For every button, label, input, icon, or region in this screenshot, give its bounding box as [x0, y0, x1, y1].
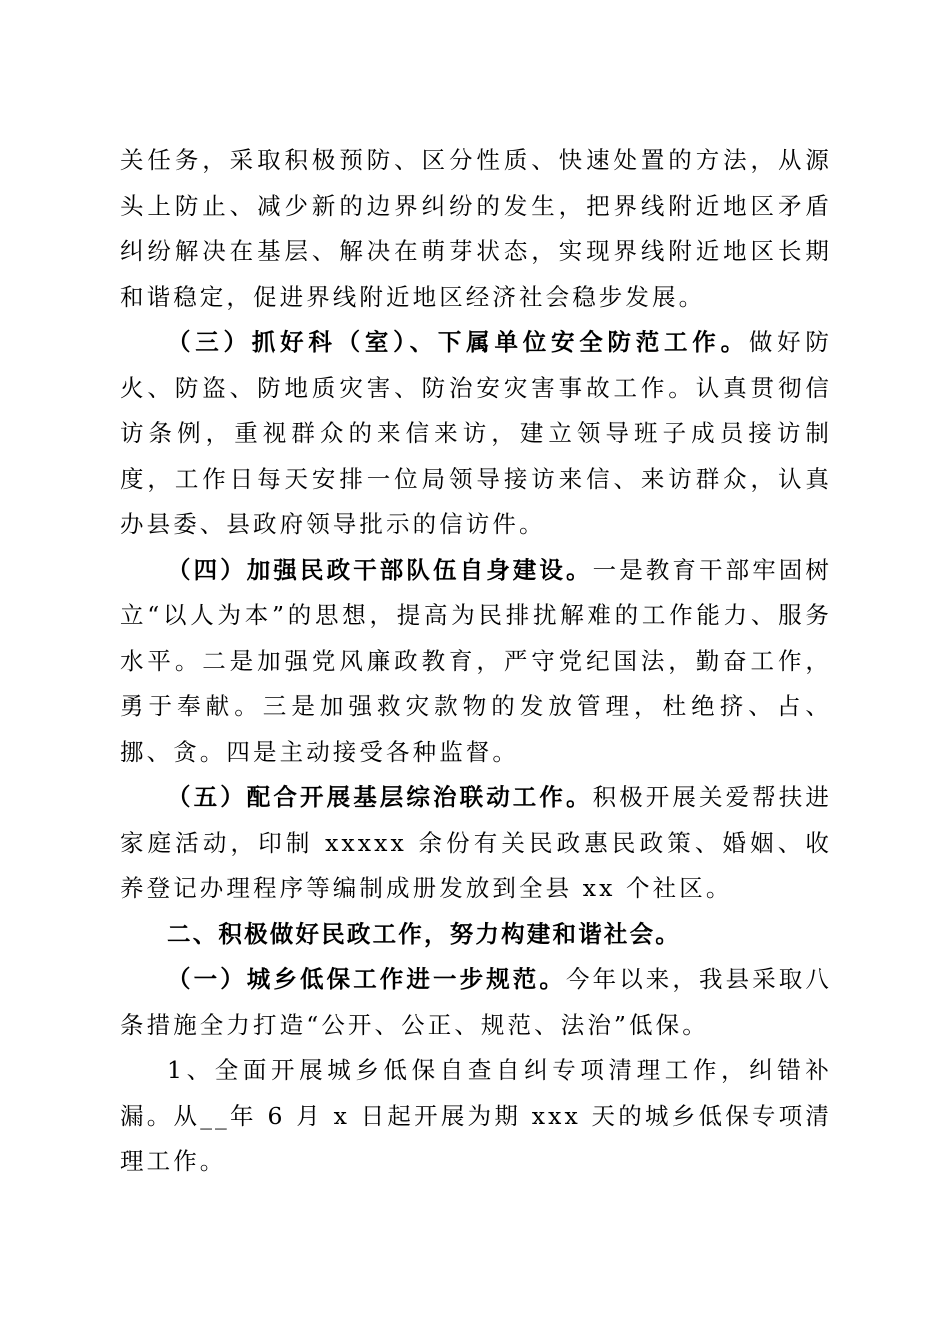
paragraph-text: 1、全面开展城乡低保自查自纠专项清理工作，纠错补漏。从__年 6 月 x 日起开展为期 xxx 天的城乡低保专项清理工作。	[120, 1056, 832, 1175]
paragraph-continuation	[120, 138, 832, 320]
paragraph-text: 一是教育干部牢固树立“以人为本”的思想，提高为民排扰解难的工作能力、服务水平。二是加强党风廉政教育，严守党纪国法，勤奋工作，勇于奉献。三是加强救灾款物的发放管理，杜绝挤、占、挪、贪。四是主动接受各种监督。	[120, 555, 833, 766]
paragraph-lead: （四）加强民政干部队伍自身建设。	[167, 555, 593, 584]
paragraph-team-building	[120, 548, 832, 776]
document-body	[120, 138, 832, 1185]
paragraph-lead: （五）配合开展基层综治联动工作。	[167, 783, 593, 811]
paragraph-safety-work	[120, 320, 832, 548]
paragraph-text: 关任务，采取积极预防、区分性质、快速处置的方法，从源头上防止、减少新的边界纠纷的发生，把界线附近地区矛盾纠纷解决在基层、解决在萌芽状态，实现界线附近地区长期和谐稳定，促进界线附近地区经济社会稳步发展。	[120, 146, 832, 311]
paragraph-item-1	[120, 1048, 832, 1185]
paragraph-text: 今年以来，我县采取八条措施全力打造“公开、公正、规范、法治”低保。	[120, 965, 832, 1039]
paragraph-lead: （三）抓好科（室）、下属单位安全防范工作。	[167, 328, 749, 356]
paragraph-text: 积极开展关爱帮扶进家庭活动，印制 xxxxx 余份有关民政惠民政策、婚姻、收养登记办理程序等编制成册发放到全县 xx 个社区。	[120, 783, 833, 902]
section-heading: 二、积极做好民政工作，努力构建和谐社会。	[167, 919, 681, 948]
paragraph-lead: （一）城乡低保工作进一步规范。	[167, 965, 566, 993]
paragraph-subsistence	[120, 957, 832, 1048]
paragraph-text: 做好防火、防盗、防地质灾害、防治安灾害事故工作。认真贯彻信访条例，重视群众的来信来访，建立领导班子成员接访制度，工作日每天安排一位局领导接访来信、来访群众，认真办县委、县政府领导批示的信访件。	[120, 328, 832, 538]
paragraph-grassroots	[120, 775, 832, 912]
